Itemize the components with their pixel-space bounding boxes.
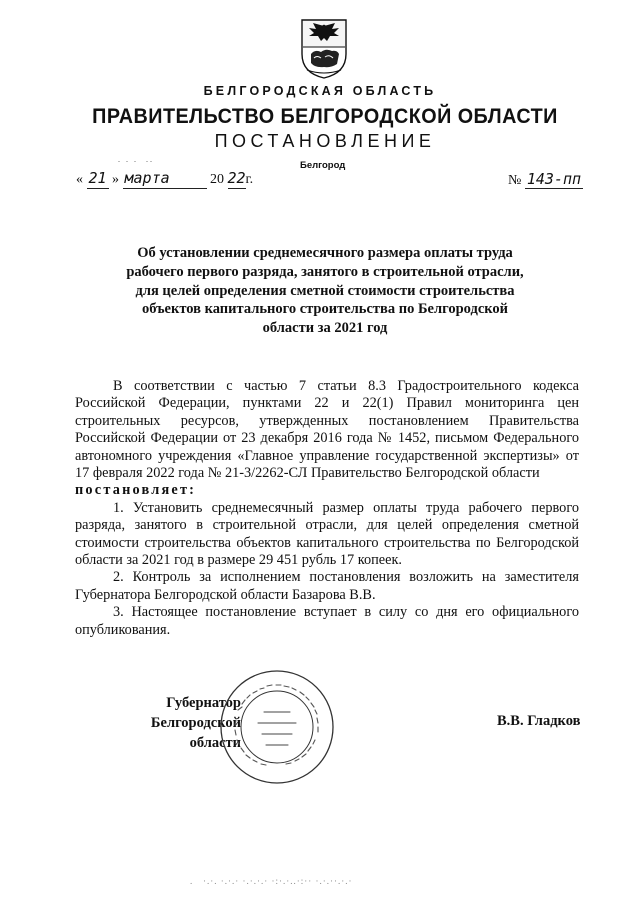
decorative-dots: . . . .. <box>118 155 154 164</box>
date-day: 21 <box>88 169 107 187</box>
date-open-quote: « <box>76 172 83 187</box>
city-label: Белгород <box>300 160 346 171</box>
date-year-prefix: 20 <box>210 172 224 187</box>
clause-3: 3. Настоящее постановление вступает в силу со дня его официального опубликования. <box>75 604 579 638</box>
clause-2: 2. Контроль за исполнением постановления возложить на заместителя Губернатора Белгородской области Базарова В.В. <box>75 569 579 603</box>
signatory-position-line-2: Белгородской области <box>150 715 241 751</box>
document-title: Об установлении среднемесячного размера оплаты труда рабочего первого разряда, занятого в строительной отрасли, для целей определения сметной стоимости строительства объектов капитального строительства по Белгородской области за 2021 год <box>126 245 524 337</box>
date-month: марта <box>124 169 170 187</box>
number-prefix: № <box>508 173 522 188</box>
number-value: 143-пп <box>526 170 582 188</box>
document-date <box>76 170 253 189</box>
date-year-suffix: 22 <box>227 169 246 187</box>
document-body <box>75 378 579 639</box>
coat-of-arms-icon <box>299 18 349 80</box>
document-number <box>508 170 583 189</box>
government-heading: ПРАВИТЕЛЬСТВО БЕЛГОРОДСКОЙ ОБЛАСТИ <box>92 104 558 128</box>
document-type-heading: ПОСТАНОВЛЕНИЕ <box>214 131 436 151</box>
region-heading: БЕЛГОРОДСКАЯ ОБЛАСТЬ <box>203 84 437 98</box>
preamble-paragraph: В соответствии с частью 7 статьи 8.3 Градостроительного кодекса Российской Федерации, пунктами 22 и 22(1) Правил мониторинга цен строительных ресурсов, утвержденных постановлением Правительства Российской Федерации от 23 декабря 2016 года № 1452, письмом Федерального автономного учреждения «Главное управление государственной экспертизы» от 17 февраля 2022 года № 21-3/2262-СЛ Правительство Белгородской области <box>75 378 579 482</box>
date-close-quote: » <box>112 172 119 187</box>
office-stamp <box>218 668 336 786</box>
date-year-end: г. <box>245 172 254 187</box>
signatory-name: В.В. Гладков <box>497 713 581 729</box>
signatory-position-line-1: Губернатор <box>166 695 241 711</box>
resolves-label: постановляет: <box>75 482 197 499</box>
scan-artifact: . ·.·. ·.·.· ·.·.·.· ·:·.·..·:·· ·.·.··.·.· <box>190 876 353 886</box>
clause-1: 1. Установить среднемесячный размер оплаты труда рабочего первого разряда, занятого в строительной отрасли, для целей определения сметной стоимости строительства объектов капитального строительства по Белгородской области за 2021 год в размере 29 451 рубль 17 копеек. <box>75 499 579 569</box>
